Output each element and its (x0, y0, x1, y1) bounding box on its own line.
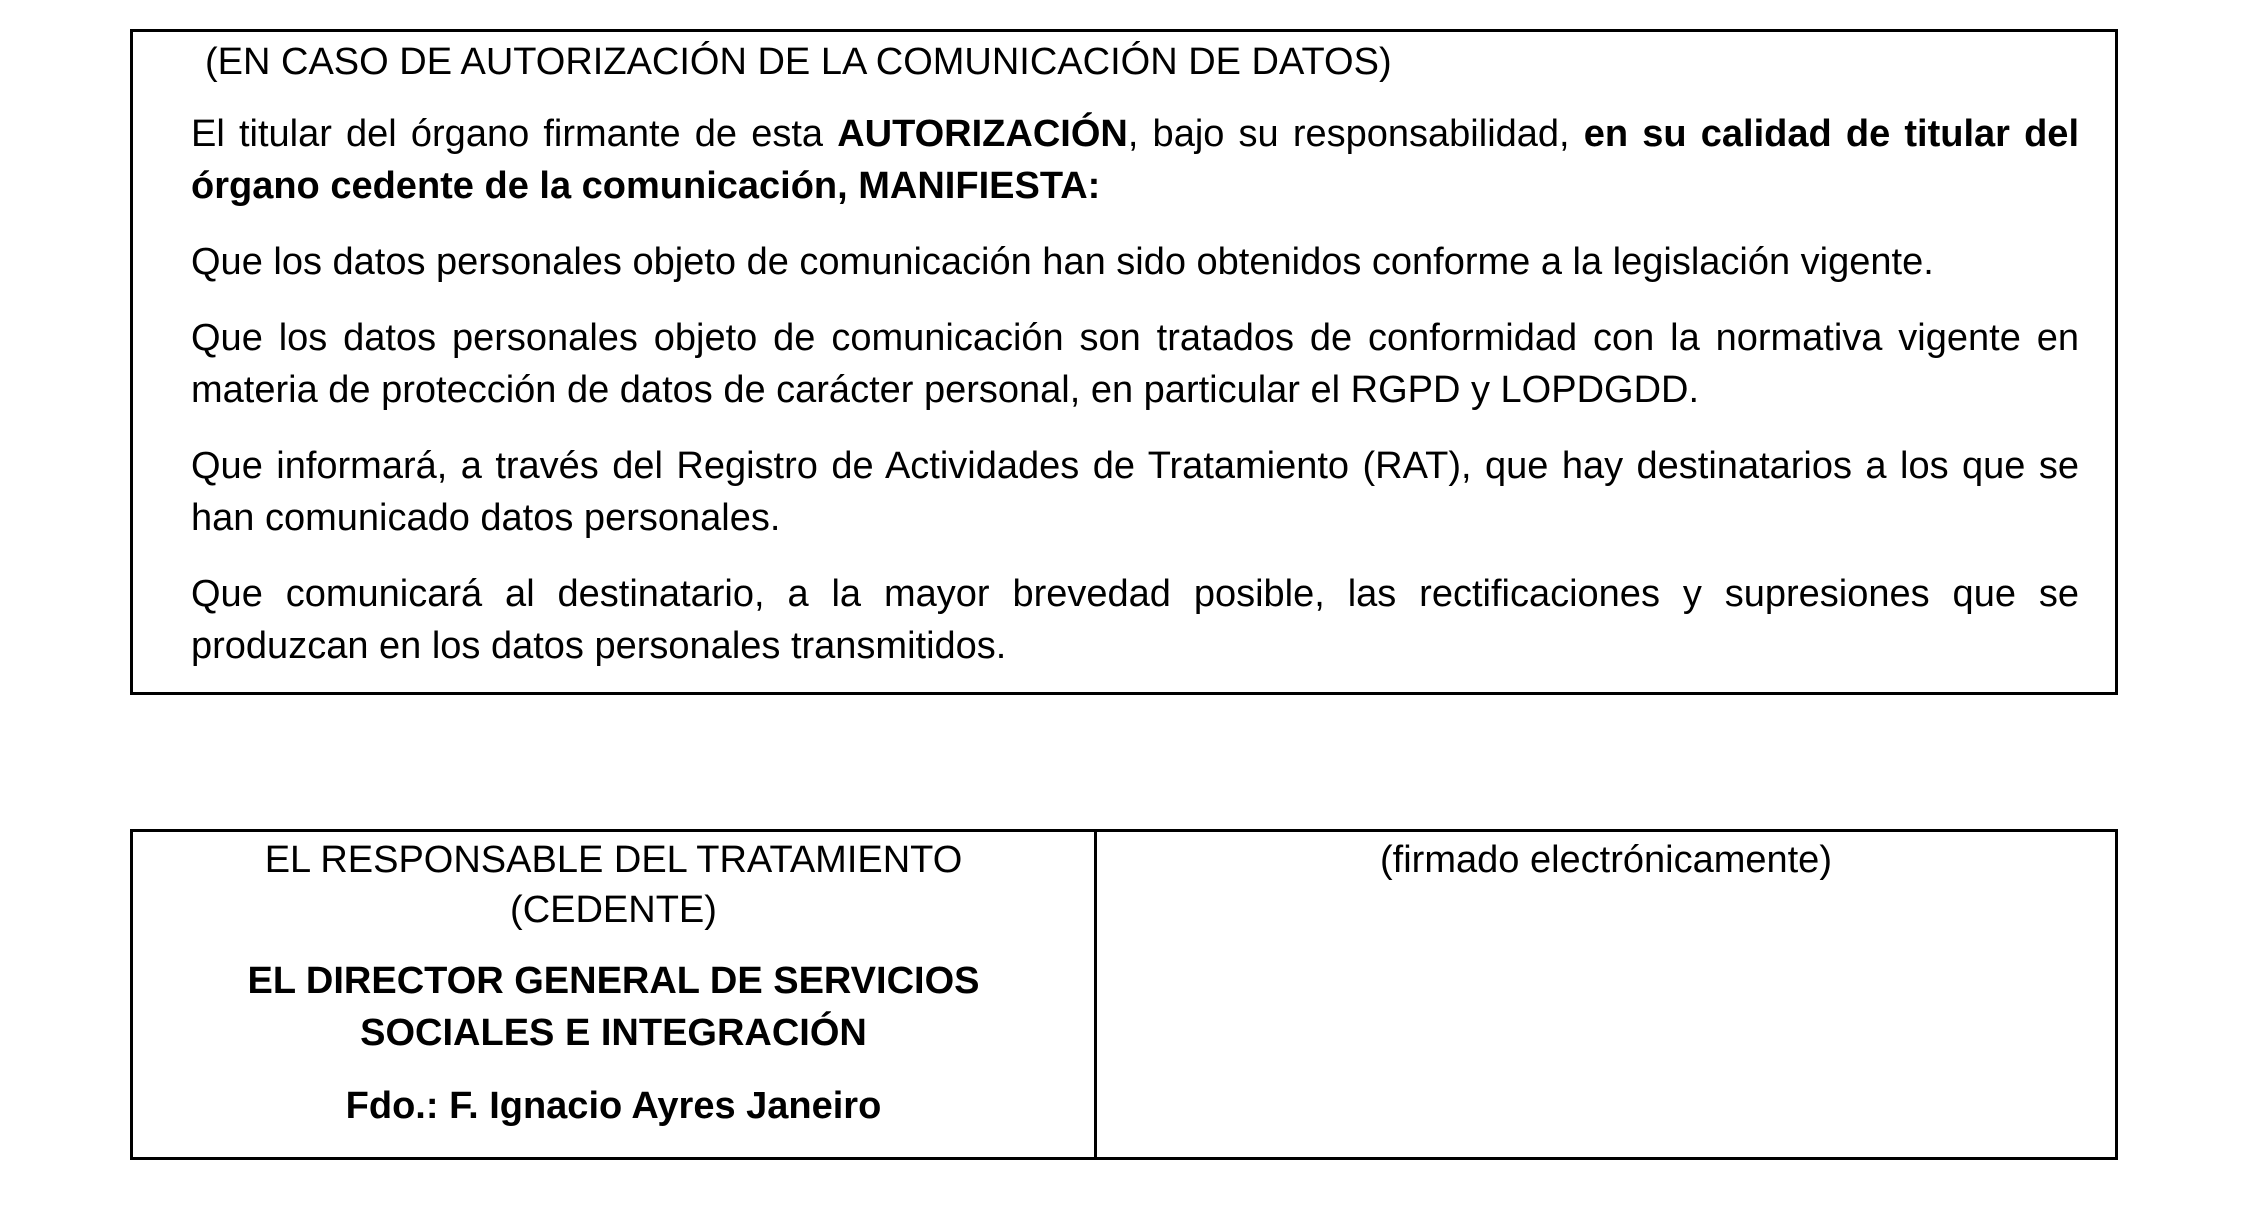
declaration-item: Que comunicará al destinatario, a la mayor brevedad posible, las rectificaciones y supresiones que se produzcan en los datos personales transmitidos. (191, 573, 2079, 667)
role-line-1: EL RESPONSABLE DEL TRATAMIENTO (264, 839, 963, 881)
signature-cell-electronic (1097, 832, 2115, 1157)
intro-bold-2: en su calidad de titular del órgano cedente de la comunicación, MANIFIESTA: (191, 113, 2079, 207)
signature-table (130, 829, 2118, 1160)
declaration-item: Que los datos personales objeto de comunicación son tratados de conformidad con la normativa vigente en materia de protección de datos de carácter personal, en particular el RGPD y LOPDGDD. (191, 317, 2079, 411)
electronic-signature-note: (firmado electrónicamente) (1380, 839, 1832, 881)
declaration-item: Que los datos personales objeto de comunicación han sido obtenidos conforme a la legislación vigente. (191, 241, 1934, 283)
intro-bold-1: AUTORIZACIÓN (837, 113, 1128, 155)
director-line-1: EL DIRECTOR GENERAL DE SERVICIOS (247, 960, 980, 1002)
declaration-item: Que informará, a través del Registro de Actividades de Tratamiento (RAT), que hay destinatarios a los que se han comunicado datos personales. (191, 445, 2079, 539)
signed-by: Fdo.: F. Ignacio Ayres Janeiro (345, 1085, 882, 1127)
signature-cell-responsible (133, 832, 1097, 1157)
intro-text-2: , bajo su responsabilidad, (1127, 113, 1584, 155)
role-line-2: (CEDENTE) (510, 889, 717, 931)
declaration-intro (191, 108, 2079, 212)
intro-text-1: El titular del órgano firmante de esta (191, 113, 838, 155)
declaration-box (130, 29, 2118, 695)
declaration-heading: (EN CASO DE AUTORIZACIÓN DE LA COMUNICACIÓN DE DATOS) (205, 41, 1392, 83)
director-line-2: SOCIALES E INTEGRACIÓN (360, 1012, 867, 1054)
director-title (133, 955, 1094, 1059)
